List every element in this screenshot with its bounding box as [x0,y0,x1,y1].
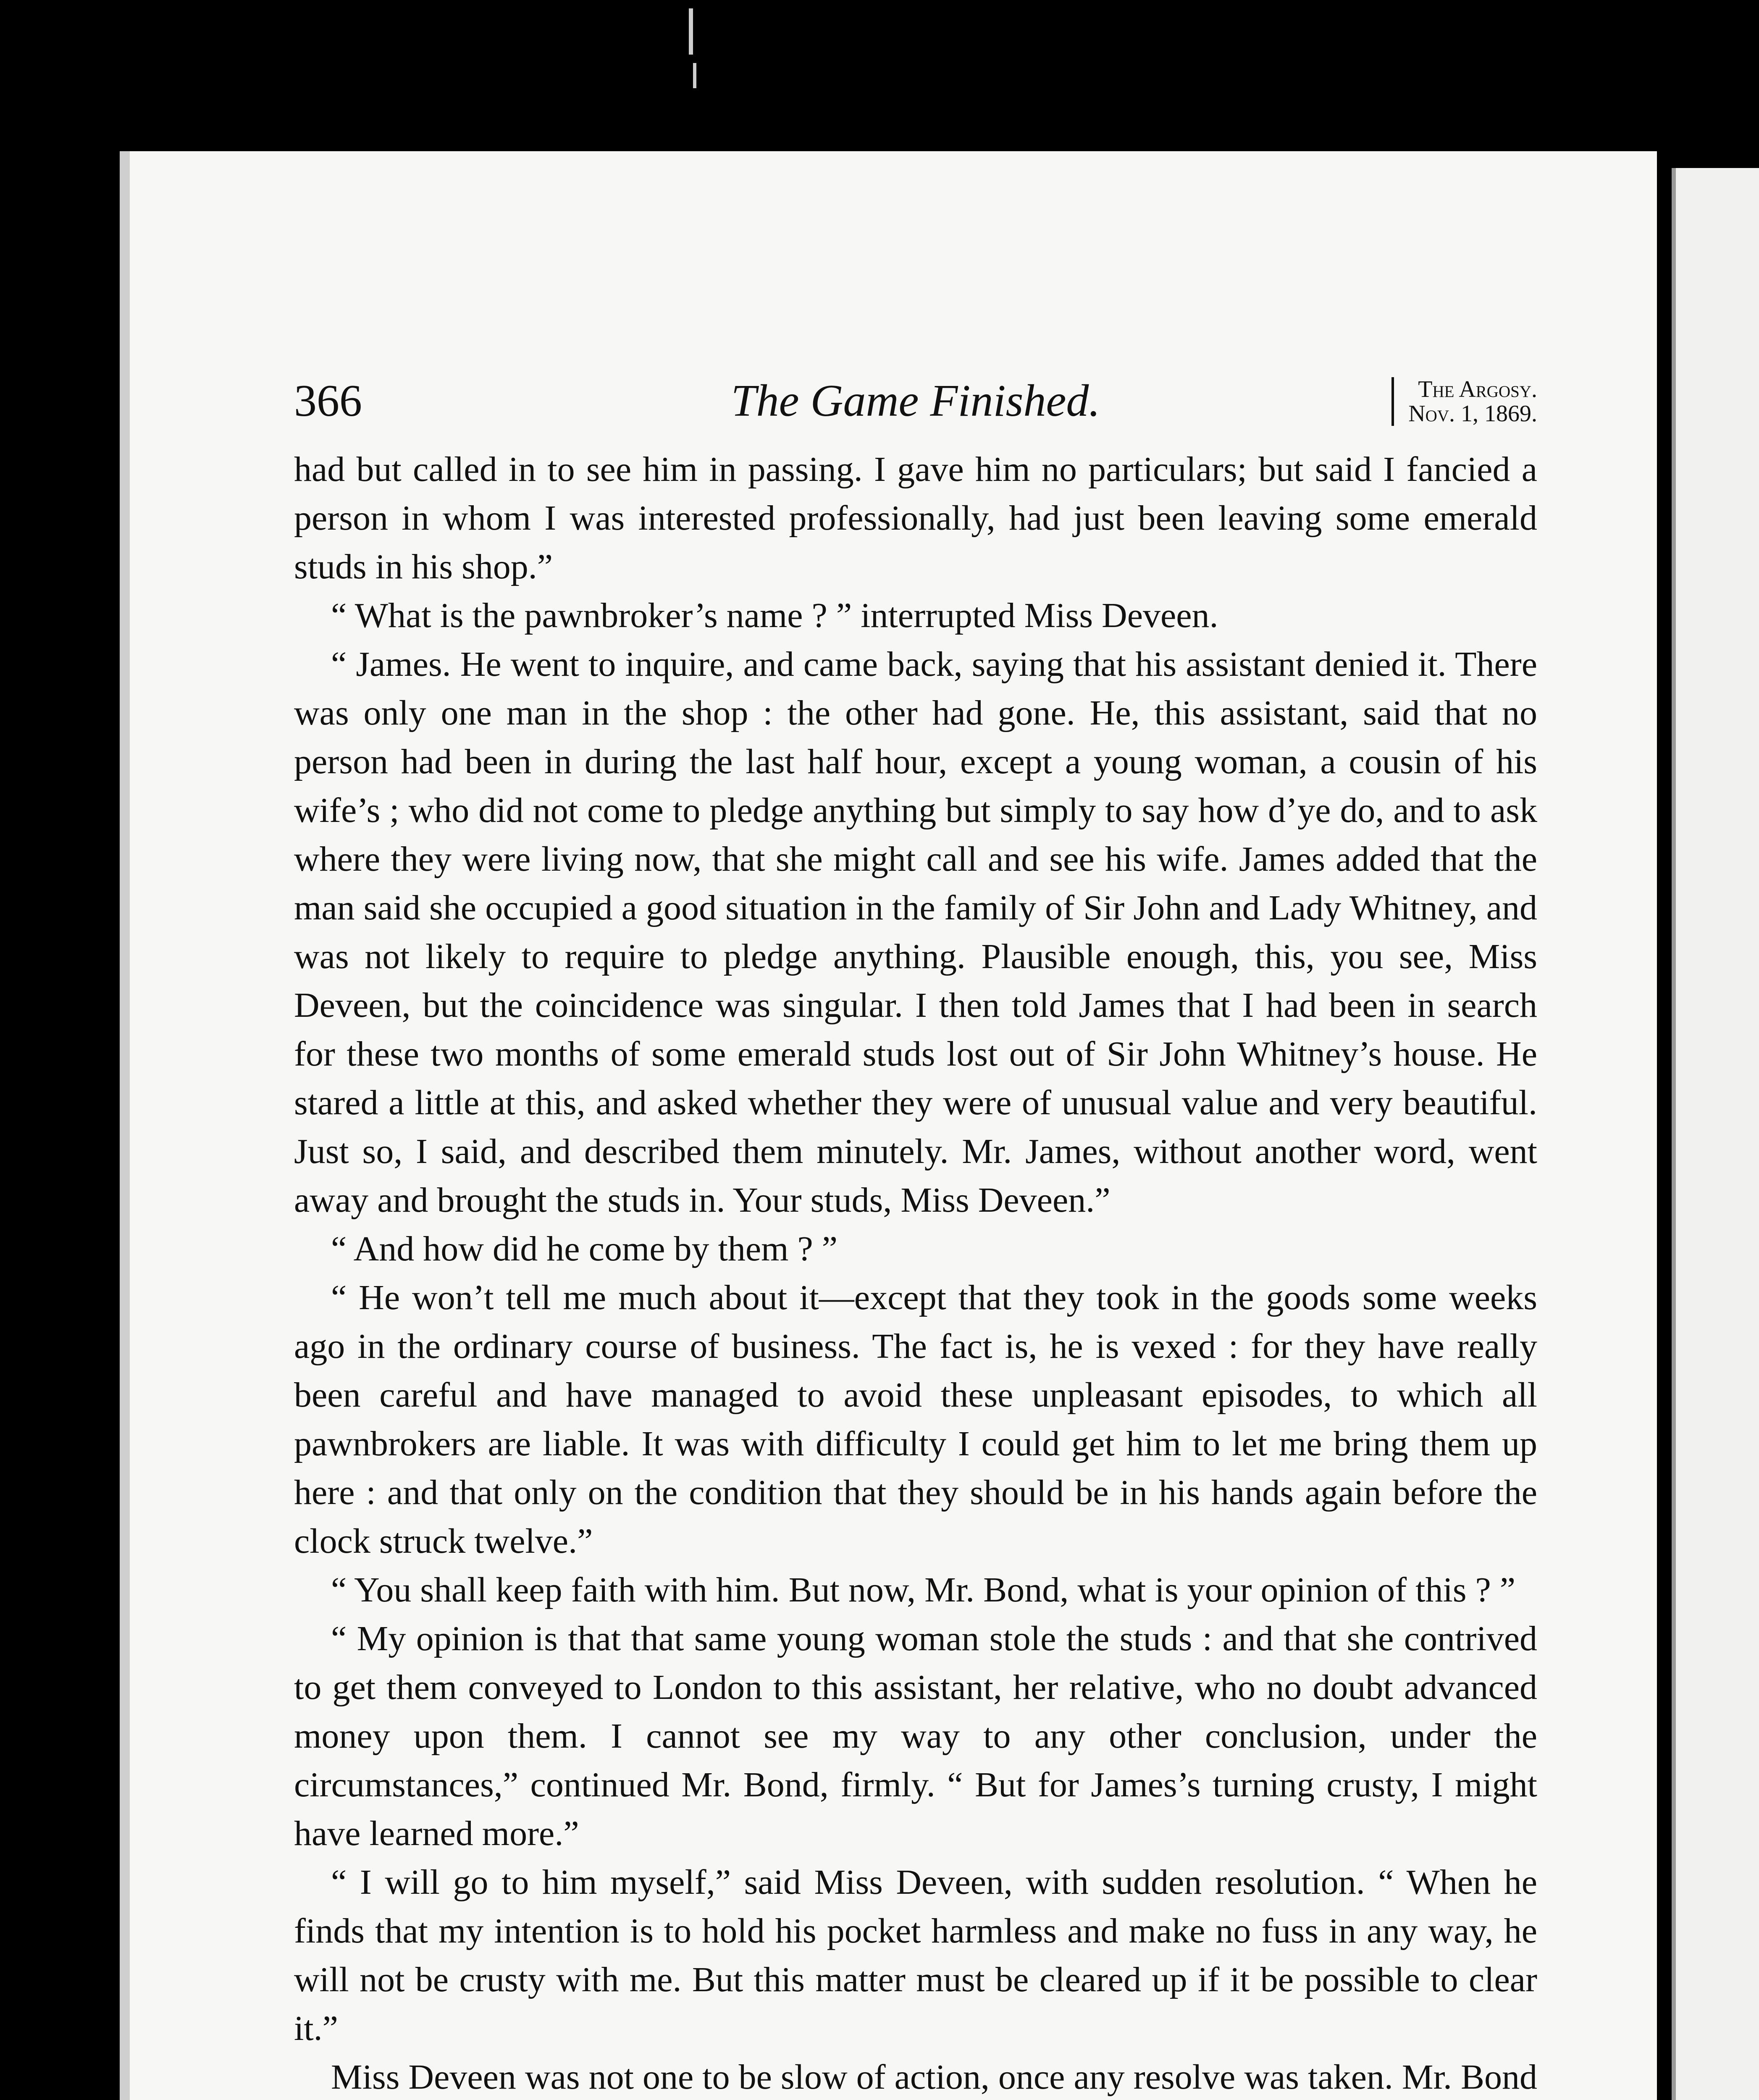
paragraph: “ I will go to him myself,” said Miss Deveen, with sudden resolution. “ When he finds that my intention is to hold his pocket harmless and make no fuss in any way, he will not be crusty with me. But this matter must be cleared up if it be possible to clear it.” [294,1863,1537,2048]
facing-page-edge [1672,168,1759,2100]
paragraph: “ You shall keep faith with him. But now, Mr. Bond, what is your opinion of this ? ” [331,1570,1516,1609]
paragraph: Miss Deveen was not one to be slow of action, once any resolve was taken. Mr. Bond [331,2058,1537,2097]
paragraph: “ My opinion is that that same young woman stole the studs : and that she contrived to get them conveyed to London to this assistant, her relative, who no doubt advanced money upon them. I cannot see my way to any other conclusion, under the circumstances,” continued Mr. Bond, firmly. “ But for James’s turning crusty, I might have learned more.” [294,1619,1537,1853]
body-text [294,445,1537,2100]
running-title: The Game Finished. [731,376,1100,426]
scan-speck [689,8,693,55]
page-number: 366 [294,376,362,426]
paragraph: had but called in to see him in passing. I gave him no particulars; but said I fancied a person in whom I was interested professionally, had just been leaving some emerald studs in his shop.” [294,450,1537,586]
source-citation [1391,377,1537,426]
page-header [294,374,1537,437]
paragraph: “ And how did he come by them ? ” [331,1229,838,1268]
paragraph: “ He won’t tell me much about it—except that they took in the goods some weeks ago in the ordinary course of business. The fact is, he is vexed : for they have really been careful and have managed to avoid these unpleasant episodes, to which all pawnbrokers are liable. It was with difficulty I could get him to let me bring them up here : and that only on the condition that they should be in his hands again before the clock struck twelve.” [294,1278,1537,1561]
paragraph: “ James. He went to inquire, and came back, saying that his assistant denied it. There was only one man in the shop : the other had gone. He, this assistant, said that no person had been in during the last half hour, except a young woman, a cousin of his wife’s ; who did not come to pledge anything but simply to say how d’ye do, and to ask where they were living now, that she might call and see his wife. James added that the man said she occupied a good situation in the family of Sir John and Lady Whitney, and was not likely to require to pledge anything. Plausible enough, this, you see, Miss Deveen, but the coincidence was singular. I then told James that I had been in search for these two months of some emerald studs lost out of Sir John Whitney’s house. He stared a little at this, and asked whether they were of unusual value and very beautiful. Just so, I said, and described them minutely. Mr. James, without another word, went away and brought the studs in. Your studs, Miss Deveen.” [294,645,1537,1220]
paragraph: “ What is the pawnbroker’s name ? ” interrupted Miss Deveen. [331,596,1218,635]
scan-speck [693,63,696,88]
source-publication: The Argosy. [1418,376,1537,402]
source-date: Nov. 1, 1869. [1408,401,1537,427]
